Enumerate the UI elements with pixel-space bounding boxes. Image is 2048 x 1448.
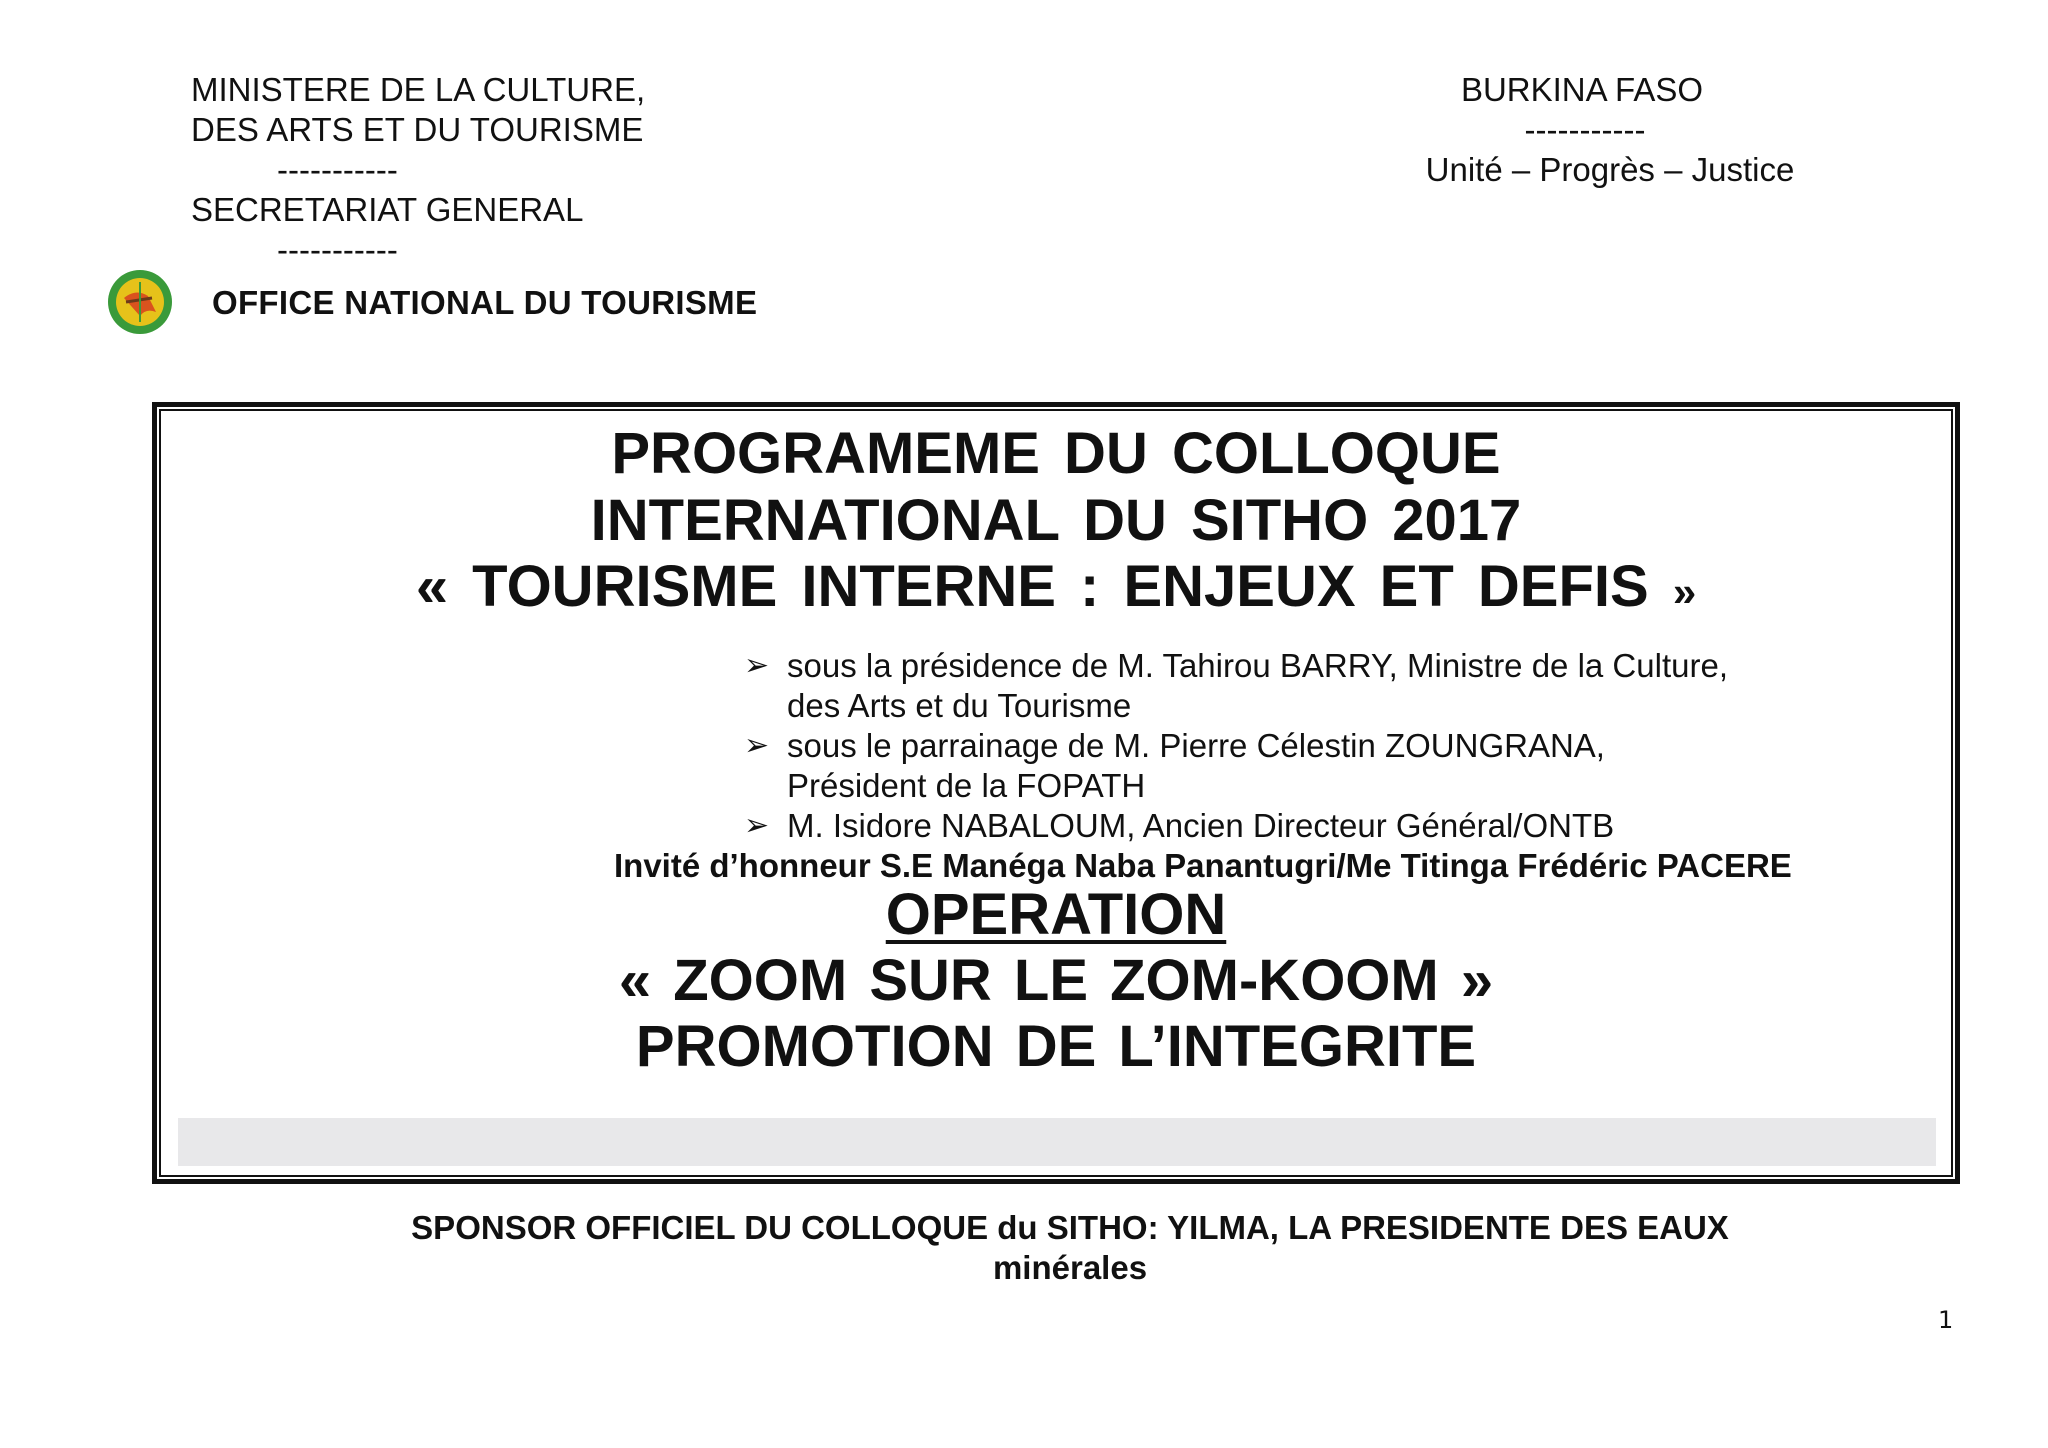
country-separator: ----------- <box>1524 111 1646 148</box>
program-theme-text: « TOURISME INTERNE : ENJEUX ET DEFIS <box>415 554 1673 619</box>
program-title-line-1: PROGRAMEME DU COLLOQUE <box>611 421 1501 486</box>
secretariat-line: SECRETARIAT GENERAL <box>191 191 584 228</box>
country-header <box>1380 70 1840 190</box>
frame-footer-band <box>178 1118 1936 1166</box>
operation-heading-text: OPERATION <box>885 882 1227 947</box>
office-title: OFFICE NATIONAL DU TOURISME <box>212 284 758 321</box>
list-item-line: M. Isidore NABALOUM, Ancien Directeur Général/ONTB <box>787 807 1615 844</box>
ministry-header <box>191 70 645 270</box>
sponsor-line-2: minérales <box>992 1249 1148 1286</box>
list-item-line: sous la présidence de M. Tahirou BARRY, Ministre de la Culture, <box>787 647 1728 684</box>
arrow-bullet-icon: ➢ <box>744 809 770 842</box>
list-item <box>744 806 1728 846</box>
operation-heading <box>152 882 1960 948</box>
guest-of-honour: Invité d’honneur S.E Manéga Naba Panantugri/Me Titinga Frédéric PACERE <box>614 847 1792 884</box>
operation-subtitle: PROMOTION DE L’INTEGRITE <box>635 1014 1477 1079</box>
arrow-bullet-icon: ➢ <box>744 729 770 762</box>
operation-name: « ZOOM SUR LE ZOM-KOOM » <box>618 948 1494 1013</box>
list-item-line: sous le parrainage de M. Pierre Célestin ZOUNGRANA, <box>787 727 1605 764</box>
official-sponsor <box>400 1208 1740 1288</box>
program-theme-close-quote: » <box>1672 568 1697 615</box>
list-item <box>744 726 1728 806</box>
list-item <box>744 646 1728 726</box>
program-title-line-2: INTERNATIONAL DU SITHO 2017 <box>590 488 1522 553</box>
country-motto: Unité – Progrès – Justice <box>1425 151 1795 188</box>
separator-2: ----------- <box>277 231 398 268</box>
page-number: 1 <box>1938 1306 1954 1334</box>
separator-1: ----------- <box>277 151 398 188</box>
patronage-list <box>744 646 1728 846</box>
country-name: BURKINA FASO <box>1460 71 1704 108</box>
list-item-line: Président de la FOPATH <box>787 767 1146 804</box>
tourism-office-logo-icon <box>106 268 174 336</box>
arrow-bullet-icon: ➢ <box>744 649 770 682</box>
program-theme <box>152 554 1960 625</box>
ministry-line-2: DES ARTS ET DU TOURISME <box>191 111 644 148</box>
list-item-line: des Arts et du Tourisme <box>787 687 1132 724</box>
ministry-line-1: MINISTERE DE LA CULTURE, <box>191 71 646 108</box>
sponsor-line-1: SPONSOR OFFICIEL DU COLLOQUE du SITHO: YILMA, LA PRESIDENTE DES EAUX <box>411 1209 1729 1246</box>
